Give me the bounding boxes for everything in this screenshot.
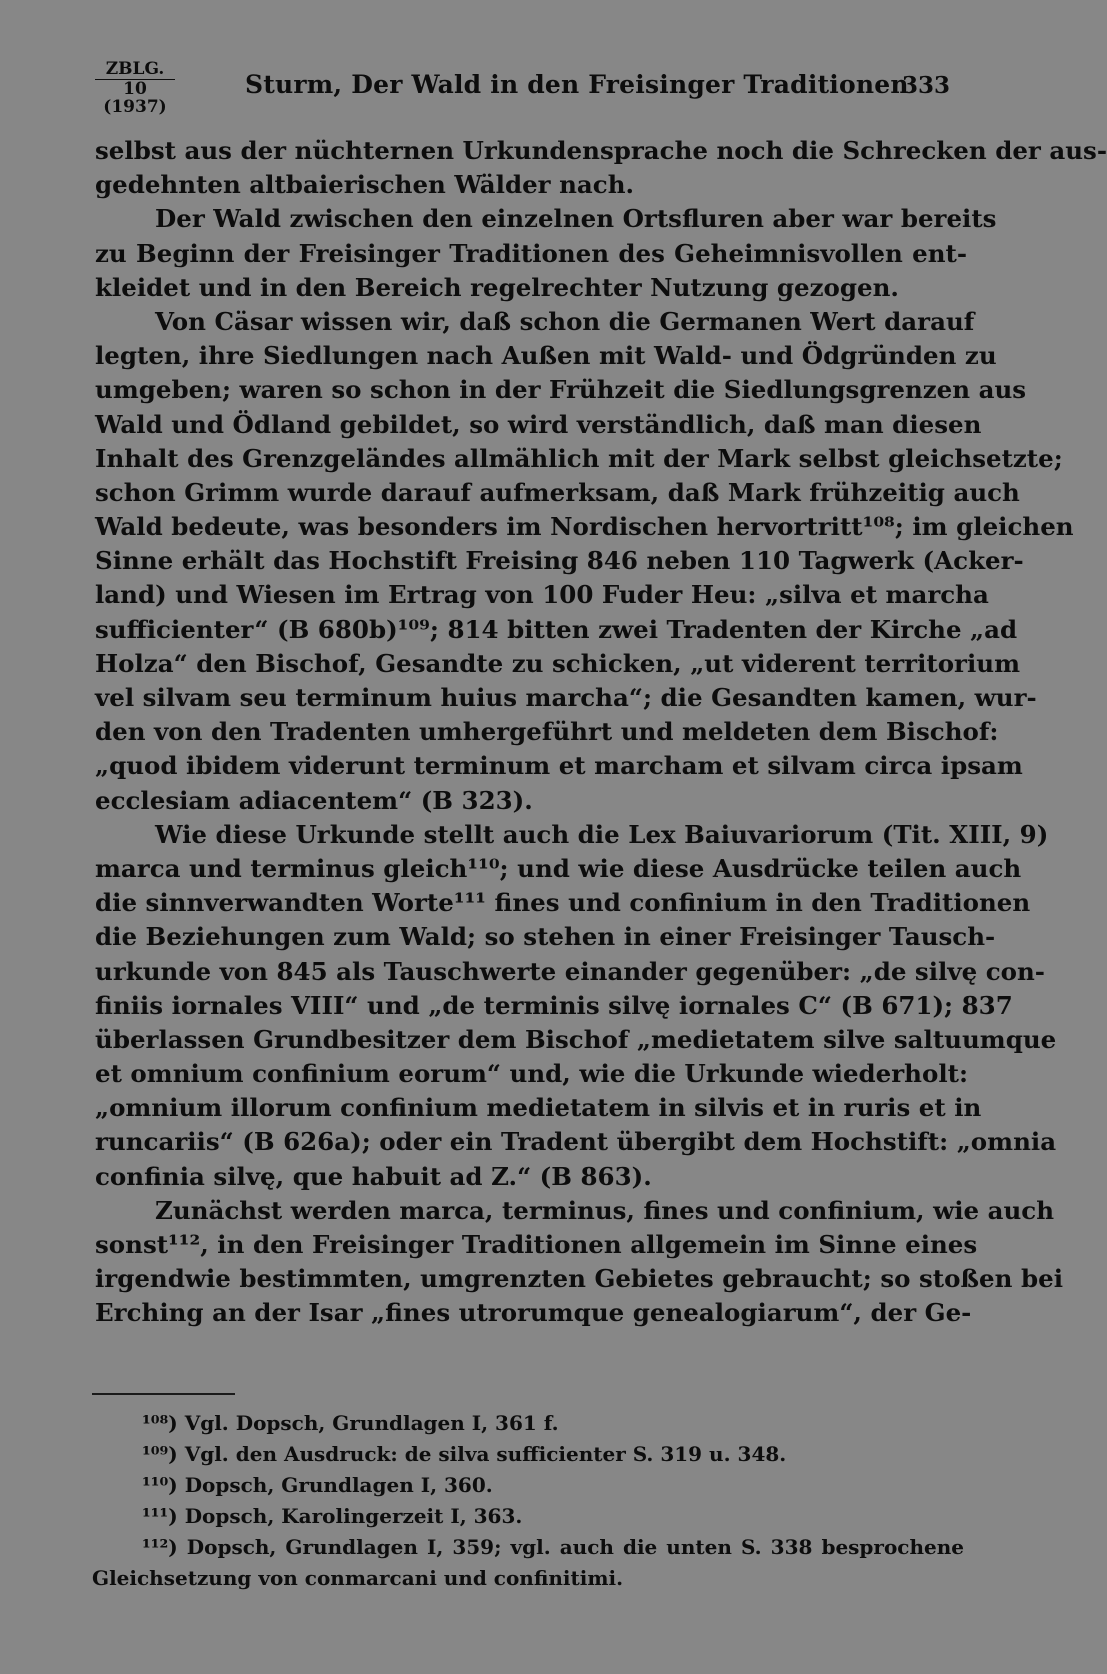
body-text (95, 134, 1107, 1331)
text-line: Erching an der Isar „fines utrorumque genealogiarum“, der Ge- (95, 1298, 972, 1328)
text-line: ecclesiam adiacentem“ (B 323). (95, 785, 533, 815)
text-line: Wald und Ödland gebildet, so wird verständlich, daß man diesen (95, 409, 982, 439)
footnote-divider (92, 1393, 235, 1395)
footnote: ¹¹²) Dopsch, Grundlagen I, 359; vgl. auch die unten S. 338 besprochene (142, 1535, 964, 1559)
text-line: Sinne erhält das Hochstift Freising 846 neben 110 Tagwerk (Acker- (95, 546, 1024, 576)
text-line: Wie diese Urkunde stellt auch die Lex Baiuvariorum (Tit. XIII, 9) (155, 819, 1049, 849)
text-line: die sinnverwandten Worte¹¹¹ fines und confinium in den Traditionen (95, 888, 1031, 918)
text-line: finiis iornales VIII“ und „de terminis silvę iornales C“ (B 671); 837 (95, 990, 1013, 1020)
text-line: Holza“ den Bischof, Gesandte zu schicken, „ut viderent territorium (95, 648, 1021, 678)
text-line: kleidet und in den Bereich regelrechter Nutzung gezogen. (95, 272, 899, 302)
journal-volume: 10 (1937) (95, 79, 175, 116)
text-line: selbst aus der nüchternen Urkundensprache noch die Schrecken der aus- (95, 136, 1107, 165)
text-line: die Beziehungen zum Wald; so stehen in einer Freisinger Tausch- (95, 922, 996, 952)
text-line: runcariis“ (B 626a); oder ein Tradent übergibt dem Hochstift: „omnia (95, 1127, 1057, 1157)
text-line: vel silvam seu terminum huius marcha“; die Gesandten kamen, wur- (95, 683, 1037, 712)
footnotes (92, 1408, 964, 1594)
text-line: irgendwie bestimmten, umgrenzten Gebietes gebraucht; so stoßen bei (95, 1264, 1064, 1294)
text-line: marca und terminus gleich¹¹⁰; und wie diese Ausdrücke teilen auch (95, 853, 1022, 883)
journal-abbreviation: ZBLG. (105, 59, 165, 79)
text-line: „omnium illorum confinium medietatem in silvis et in ruris et in (95, 1093, 982, 1123)
text-line: schon Grimm wurde darauf aufmerksam, daß Mark frühzeitig auch (95, 477, 1020, 507)
footnote: ¹¹¹) Dopsch, Karolingerzeit I, 363. (142, 1504, 523, 1528)
text-line: Von Cäsar wissen wir, daß schon die Germanen Wert darauf (155, 306, 975, 336)
text-line: Zunächst werden marca, terminus, fines und confinium, wie auch (155, 1195, 1055, 1225)
page-header (95, 59, 950, 117)
text-line: et omnium confinium eorum“ und, wie die Urkunde wiederholt: (95, 1059, 968, 1089)
text-line: Inhalt des Grenzgeländes allmählich mit der Mark selbst gleichsetzte; (95, 443, 1063, 473)
text-line: urkunde von 845 als Tauschwerte einander gegenüber: „de silvę con- (95, 956, 1045, 986)
text-line: den von den Tradenten umhergeführt und meldeten dem Bischof: (95, 717, 999, 747)
footnote-continuation: Gleichsetzung von conmarcani und confinitimi. (92, 1566, 624, 1590)
text-line: sufficienter“ (B 680b)¹⁰⁹; 814 bitten zwei Tradenten der Kirche „ad (95, 614, 1018, 644)
running-title: Sturm, Der Wald in den Freisinger Traditionen (245, 70, 909, 99)
text-line: confinia silvę, que habuit ad Z.“ (B 863). (95, 1161, 652, 1191)
text-line: umgeben; waren so schon in der Frühzeit die Siedlungsgrenzen aus (95, 375, 1027, 405)
text-line: land) und Wiesen im Ertrag von 100 Fuder Heu: „silva et marcha (95, 580, 989, 610)
text-line: Der Wald zwischen den einzelnen Ortsfluren aber war bereits (155, 204, 997, 234)
text-line: zu Beginn der Freisinger Traditionen des Geheimnisvollen ent- (95, 238, 967, 268)
text-line: überlassen Grundbesitzer dem Bischof „medietatem silve saltuumque (95, 1024, 1057, 1054)
text-line: Wald bedeute, was besonders im Nordischen hervortritt¹⁰⁸; im gleichen (95, 512, 1074, 542)
text-line: „quod ibidem viderunt terminum et marcham et silvam circa ipsam (95, 751, 1023, 781)
text-line: legten, ihre Siedlungen nach Außen mit Wald- und Ödgründen zu (95, 341, 997, 371)
text-line: sonst¹¹², in den Freisinger Traditionen allgemein im Sinne eines (95, 1230, 978, 1259)
footnote: ¹¹⁰) Dopsch, Grundlagen I, 360. (142, 1473, 493, 1497)
text-line: gedehnten altbaierischen Wälder nach. (95, 170, 635, 200)
footnote: ¹⁰⁹) Vgl. den Ausdruck: de silva sufficienter S. 319 u. 348. (142, 1442, 787, 1466)
page-number: 333 (901, 72, 950, 99)
footnote: ¹⁰⁸) Vgl. Dopsch, Grundlagen I, 361 f. (142, 1411, 559, 1435)
journal-reference (95, 60, 175, 116)
